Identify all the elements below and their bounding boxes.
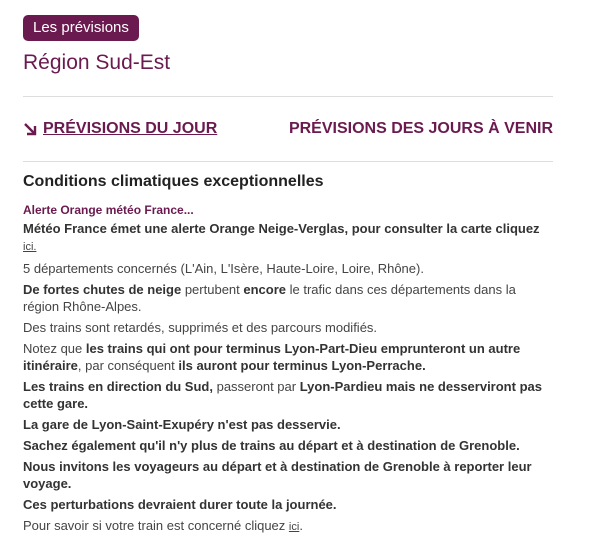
alert-text: La gare de Lyon-Saint-Exupéry n'est pas desservie. bbox=[23, 417, 341, 432]
alert-text: Météo France émet une alerte Orange Neige-Verglas, pour consulter la carte cliquez bbox=[23, 221, 540, 236]
alert-paragraph bbox=[23, 378, 553, 412]
alert-paragraph bbox=[23, 496, 553, 513]
alert-text: Lyon-Pardieu mais ne desserviront pas cette gare. bbox=[23, 379, 542, 411]
alert-text: , par conséquent bbox=[77, 358, 179, 373]
alert-text: pertubent bbox=[181, 282, 244, 297]
forecast-tabs bbox=[23, 97, 553, 161]
forecast-badge: Les prévisions bbox=[23, 15, 139, 41]
alert-content bbox=[23, 220, 553, 536]
alert-text: encore bbox=[243, 282, 287, 297]
alert-text: passeront par bbox=[212, 379, 300, 394]
arrow-down-right-icon bbox=[23, 122, 37, 136]
train-check-link[interactable]: ici bbox=[288, 521, 300, 533]
alert-paragraph bbox=[23, 220, 553, 256]
alert-text: Sachez également qu'il n'y plus de trains au départ et à destination de Grenoble. bbox=[23, 438, 520, 453]
alert-title: Alerte Orange météo France... bbox=[23, 203, 194, 217]
map-link[interactable]: ici. bbox=[23, 241, 37, 253]
alert-text: ils auront pour terminus Lyon-Perrache. bbox=[178, 358, 426, 373]
alert-text: . bbox=[299, 518, 303, 533]
alert-text: Notez que bbox=[23, 341, 86, 356]
alert-text: les trains qui ont pour terminus Lyon-Part-Dieu emprunteront un autre itinéraire bbox=[23, 341, 521, 373]
alert-text: Ces perturbations devraient durer toute la journée. bbox=[23, 497, 337, 512]
alert-text: Nous invitons les voyageurs au départ et à destination de Grenoble à reporter leur voyage. bbox=[23, 459, 532, 491]
alert-text: Pour savoir si votre train est concerné cliquez bbox=[23, 518, 286, 533]
alert-paragraph bbox=[23, 340, 553, 374]
alert-paragraph bbox=[23, 458, 553, 492]
alert-paragraph: Des trains sont retardés, supprimés et des parcours modifiés. bbox=[23, 320, 378, 335]
tab-today[interactable] bbox=[23, 120, 217, 138]
tab-upcoming[interactable]: PRÉVISIONS DES JOURS À VENIR bbox=[288, 120, 553, 137]
alert-paragraph bbox=[23, 281, 553, 315]
alert-paragraph bbox=[23, 517, 553, 536]
alert-text: De fortes chutes de neige bbox=[23, 282, 182, 297]
alert-text: Les trains en direction du Sud, bbox=[23, 379, 213, 394]
alert-paragraph: 5 départements concernés (L'Ain, L'Isère, Haute-Loire, Loire, Rhône). bbox=[23, 261, 424, 276]
alert-paragraph bbox=[23, 437, 553, 454]
tab-today-label: PRÉVISIONS DU JOUR bbox=[43, 120, 218, 137]
alert-text: le trafic dans ces départements dans la région Rhône-Alpes. bbox=[23, 282, 516, 314]
forecast-panel bbox=[23, 15, 553, 540]
region-title: Région Sud-Est bbox=[23, 51, 171, 74]
section-title: Conditions climatiques exceptionnelles bbox=[23, 173, 324, 190]
divider bbox=[23, 161, 553, 162]
alert-paragraph bbox=[23, 416, 553, 433]
